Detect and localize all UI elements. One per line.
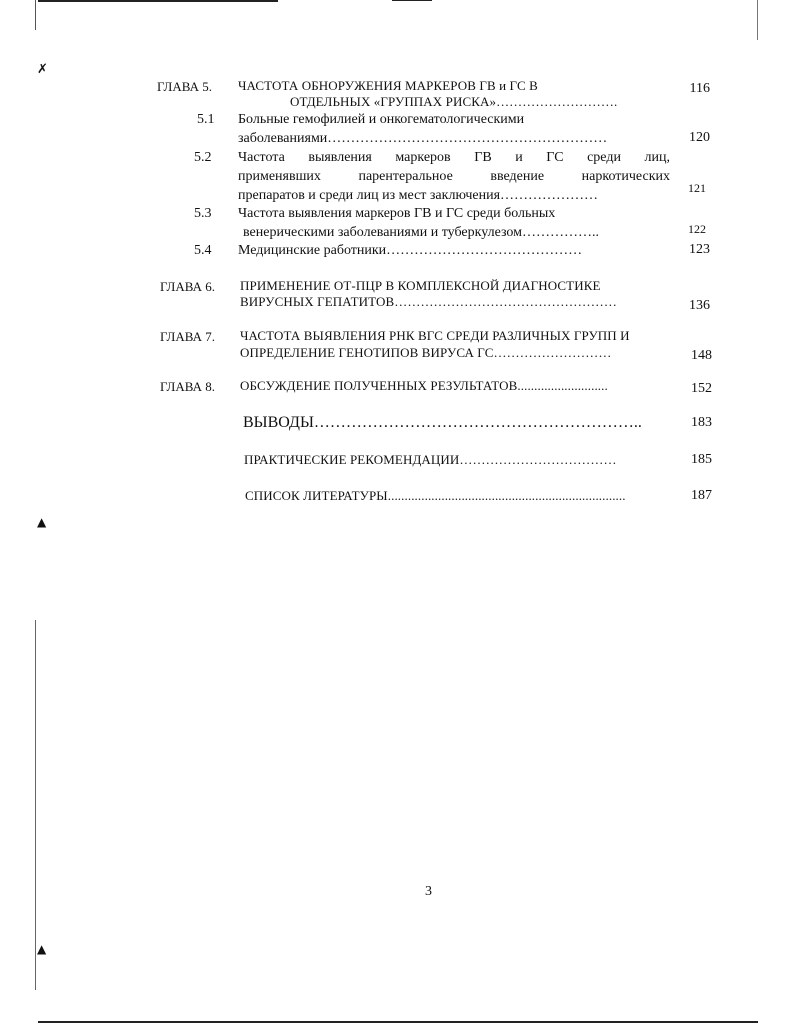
section-5-3-number: 5.3 [194, 206, 212, 221]
chapter-5-page: 116 [689, 81, 710, 96]
scan-left-margin-line [35, 620, 36, 990]
recommendations-title: ПРАКТИЧЕСКИЕ РЕКОМЕНДАЦИИ……………………………… [244, 452, 617, 467]
section-5-2-number: 5.2 [194, 150, 212, 165]
section-5-1-line1: Больные гемофилией и онкогематологическими [238, 112, 525, 127]
section-5-2-page: 121 [688, 181, 706, 195]
chapter-6-title-line1: ПРИМЕНЕНИЕ ОТ-ПЦР В КОМПЛЕКСНОЙ ДИАГНОСТИКЕ [240, 278, 601, 293]
page-number: 3 [425, 884, 432, 899]
scan-mark-top: ✗ [37, 62, 48, 77]
section-5-3-line1: Частота выявления маркеров ГВ и ГС среди больных [238, 206, 556, 221]
chapter-5-label: ГЛАВА 5. [157, 79, 212, 94]
section-5-1-number: 5.1 [197, 112, 215, 127]
scan-bottom-line [38, 1021, 758, 1023]
section-5-2-line3: препаратов и среди лиц из мест заключения………………… [238, 188, 599, 203]
scan-top-line-right [392, 0, 432, 1]
chapter-5-title-line1: ЧАСТОТА ОБНОРУЖЕНИЯ МАРКЕРОВ ГВ и ГС В [238, 78, 538, 93]
conclusions-page: 183 [691, 415, 712, 430]
section-5-4-number: 5.4 [194, 243, 212, 258]
section-5-2-line2: применявших парентеральное введение наркотических [238, 169, 670, 184]
scan-top-line [38, 0, 278, 2]
references-title: СПИСОК ЛИТЕРАТУРЫ....................................................................... [245, 488, 626, 503]
section-5-1-page: 120 [689, 130, 710, 145]
chapter-6-label: ГЛАВА 6. [160, 279, 215, 294]
section-5-3-line2: венерическими заболеваниями и туберкулезом…………….. [243, 225, 599, 240]
section-5-1-line2: заболеваниями…………………………………………………… [238, 131, 608, 146]
chapter-6-title-line2: ВИРУСНЫХ ГЕПАТИТОВ…………………………………………… [240, 294, 617, 309]
recommendations-page: 185 [691, 452, 712, 467]
scan-mark-middle: ▲ [37, 515, 47, 529]
chapter-7-page: 148 [691, 348, 712, 363]
section-5-2-line1: Частота выявления маркеров ГВ и ГС среди лиц, [238, 150, 670, 165]
scan-right-edge [757, 0, 758, 40]
chapter-5-title-line2: ОТДЕЛЬНЫХ «ГРУППАХ РИСКА»………………………. [290, 94, 618, 109]
chapter-8-page: 152 [691, 381, 712, 396]
scan-mark-bottom: ▲ [37, 942, 47, 956]
chapter-7-title-line2: ОПРЕДЕЛЕНИЕ ГЕНОТИПОВ ВИРУСА ГС……………………… [240, 345, 612, 360]
section-5-4-page: 123 [689, 242, 710, 257]
chapter-8-label: ГЛАВА 8. [160, 379, 215, 394]
chapter-8-title-line1: ОБСУЖДЕНИЕ ПОЛУЧЕННЫХ РЕЗУЛЬТАТОВ........................... [240, 378, 608, 393]
section-5-4-line1: Медицинские работники…………………………………… [238, 243, 583, 258]
scan-left-edge [35, 0, 36, 30]
section-5-3-page: 122 [688, 222, 706, 236]
conclusions-title: ВЫВОДЫ…………………………………………………….. [243, 414, 642, 431]
references-page: 187 [691, 488, 712, 503]
chapter-7-label: ГЛАВА 7. [160, 329, 215, 344]
chapter-7-title-line1: ЧАСТОТА ВЫЯВЛЕНИЯ РНК ВГС СРЕДИ РАЗЛИЧНЫХ ГРУПП И [240, 328, 630, 343]
chapter-6-page: 136 [689, 298, 710, 313]
